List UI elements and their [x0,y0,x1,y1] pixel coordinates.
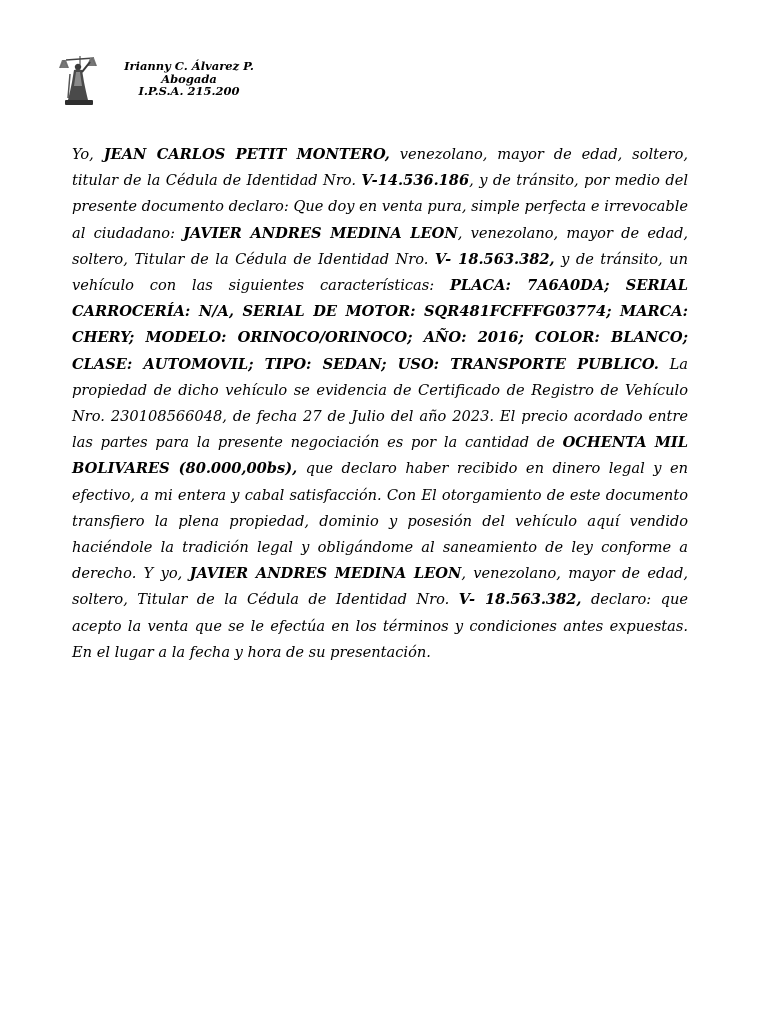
vehicle-specifications: PLACA: 7A6A0DA; SERIAL CARROCERÍA: N/A, SERIAL DE MOTOR: SQR481FCFFFG03774; MARCA: CHERY; MODELO: ORINOCO/ORINOCO; AÑO: 2016; COLOR: BLANCO; CLASE: AUTOMOVIL; TIPO: SEDAN; USO: TRANSPORTE PUBLICO. [72,277,688,373]
text-segment: y de tránsito, un vehículo con las siguientes características: [72,250,688,295]
lady-justice-statue-icon [56,52,104,108]
buyer-name: JAVIER ANDRES MEDINA LEON [183,224,458,242]
text-segment: venezolano, mayor de edad, soltero, titular de la Cédula de Identidad Nro. [72,146,689,190]
text-segment: , venezolano, mayor de edad, soltero, Titular de la Cédula de Identidad Nro. [72,565,688,609]
text-segment: , y de tránsito, por medio del presente documento declaro: Que doy en venta pura, simple perfecta e irrevocable al ciudadano: [72,172,689,242]
buyer-id-number: V- 18.563.382, [434,250,555,268]
seller-id-number: V-14.536.186 [361,172,470,190]
seller-name: JEAN CARLOS PETIT MONTERO, [103,146,390,163]
text-segment: Yo, [72,146,104,163]
lawyer-registration: I.P.S.A. 215.200 [138,84,240,98]
buyer-id-number: V- 18.563.382, [458,591,582,609]
text-segment: que declaro haber recibido en dinero legal y en efectivo, a mi entera y cabal satisfacción. Con El otorgamiento de este documento transfiero la plena propiedad, dominio y posesión del vehículo aquí vendido haciéndole la tradición legal y obligándome al saneamiento de ley conforme a derecho. Y yo, [72,460,689,583]
lawyer-profession: Abogada [161,71,217,86]
buyer-name: JAVIER ANDRES MEDINA LEON [189,565,462,583]
text-segment: declaro: que acepto la venta que se le efectúa en los términos y condiciones antes expuestas. En el lugar a la fecha y hora de su presentación. [72,591,688,661]
lawyer-credentials [104,60,274,98]
letterhead [56,52,306,112]
text-segment: , venezolano, mayor de edad, soltero, Titular de la Cédula de Identidad Nro. [72,224,689,268]
text-segment: La propiedad de dicho vehículo se evidencia de Certificado de Registro de Vehículo Nro. 230108566048, de fecha 27 de Julio del año 2023. El precio acordado entre las partes para la presente negociación es por la cantidad de [72,355,688,452]
lawyer-name: Irianny C. Álvarez P. [124,59,254,73]
sale-price: OCHENTA MIL BOLIVARES (80.000,00bs), [72,434,688,478]
sale-declaration-paragraph [72,142,688,666]
